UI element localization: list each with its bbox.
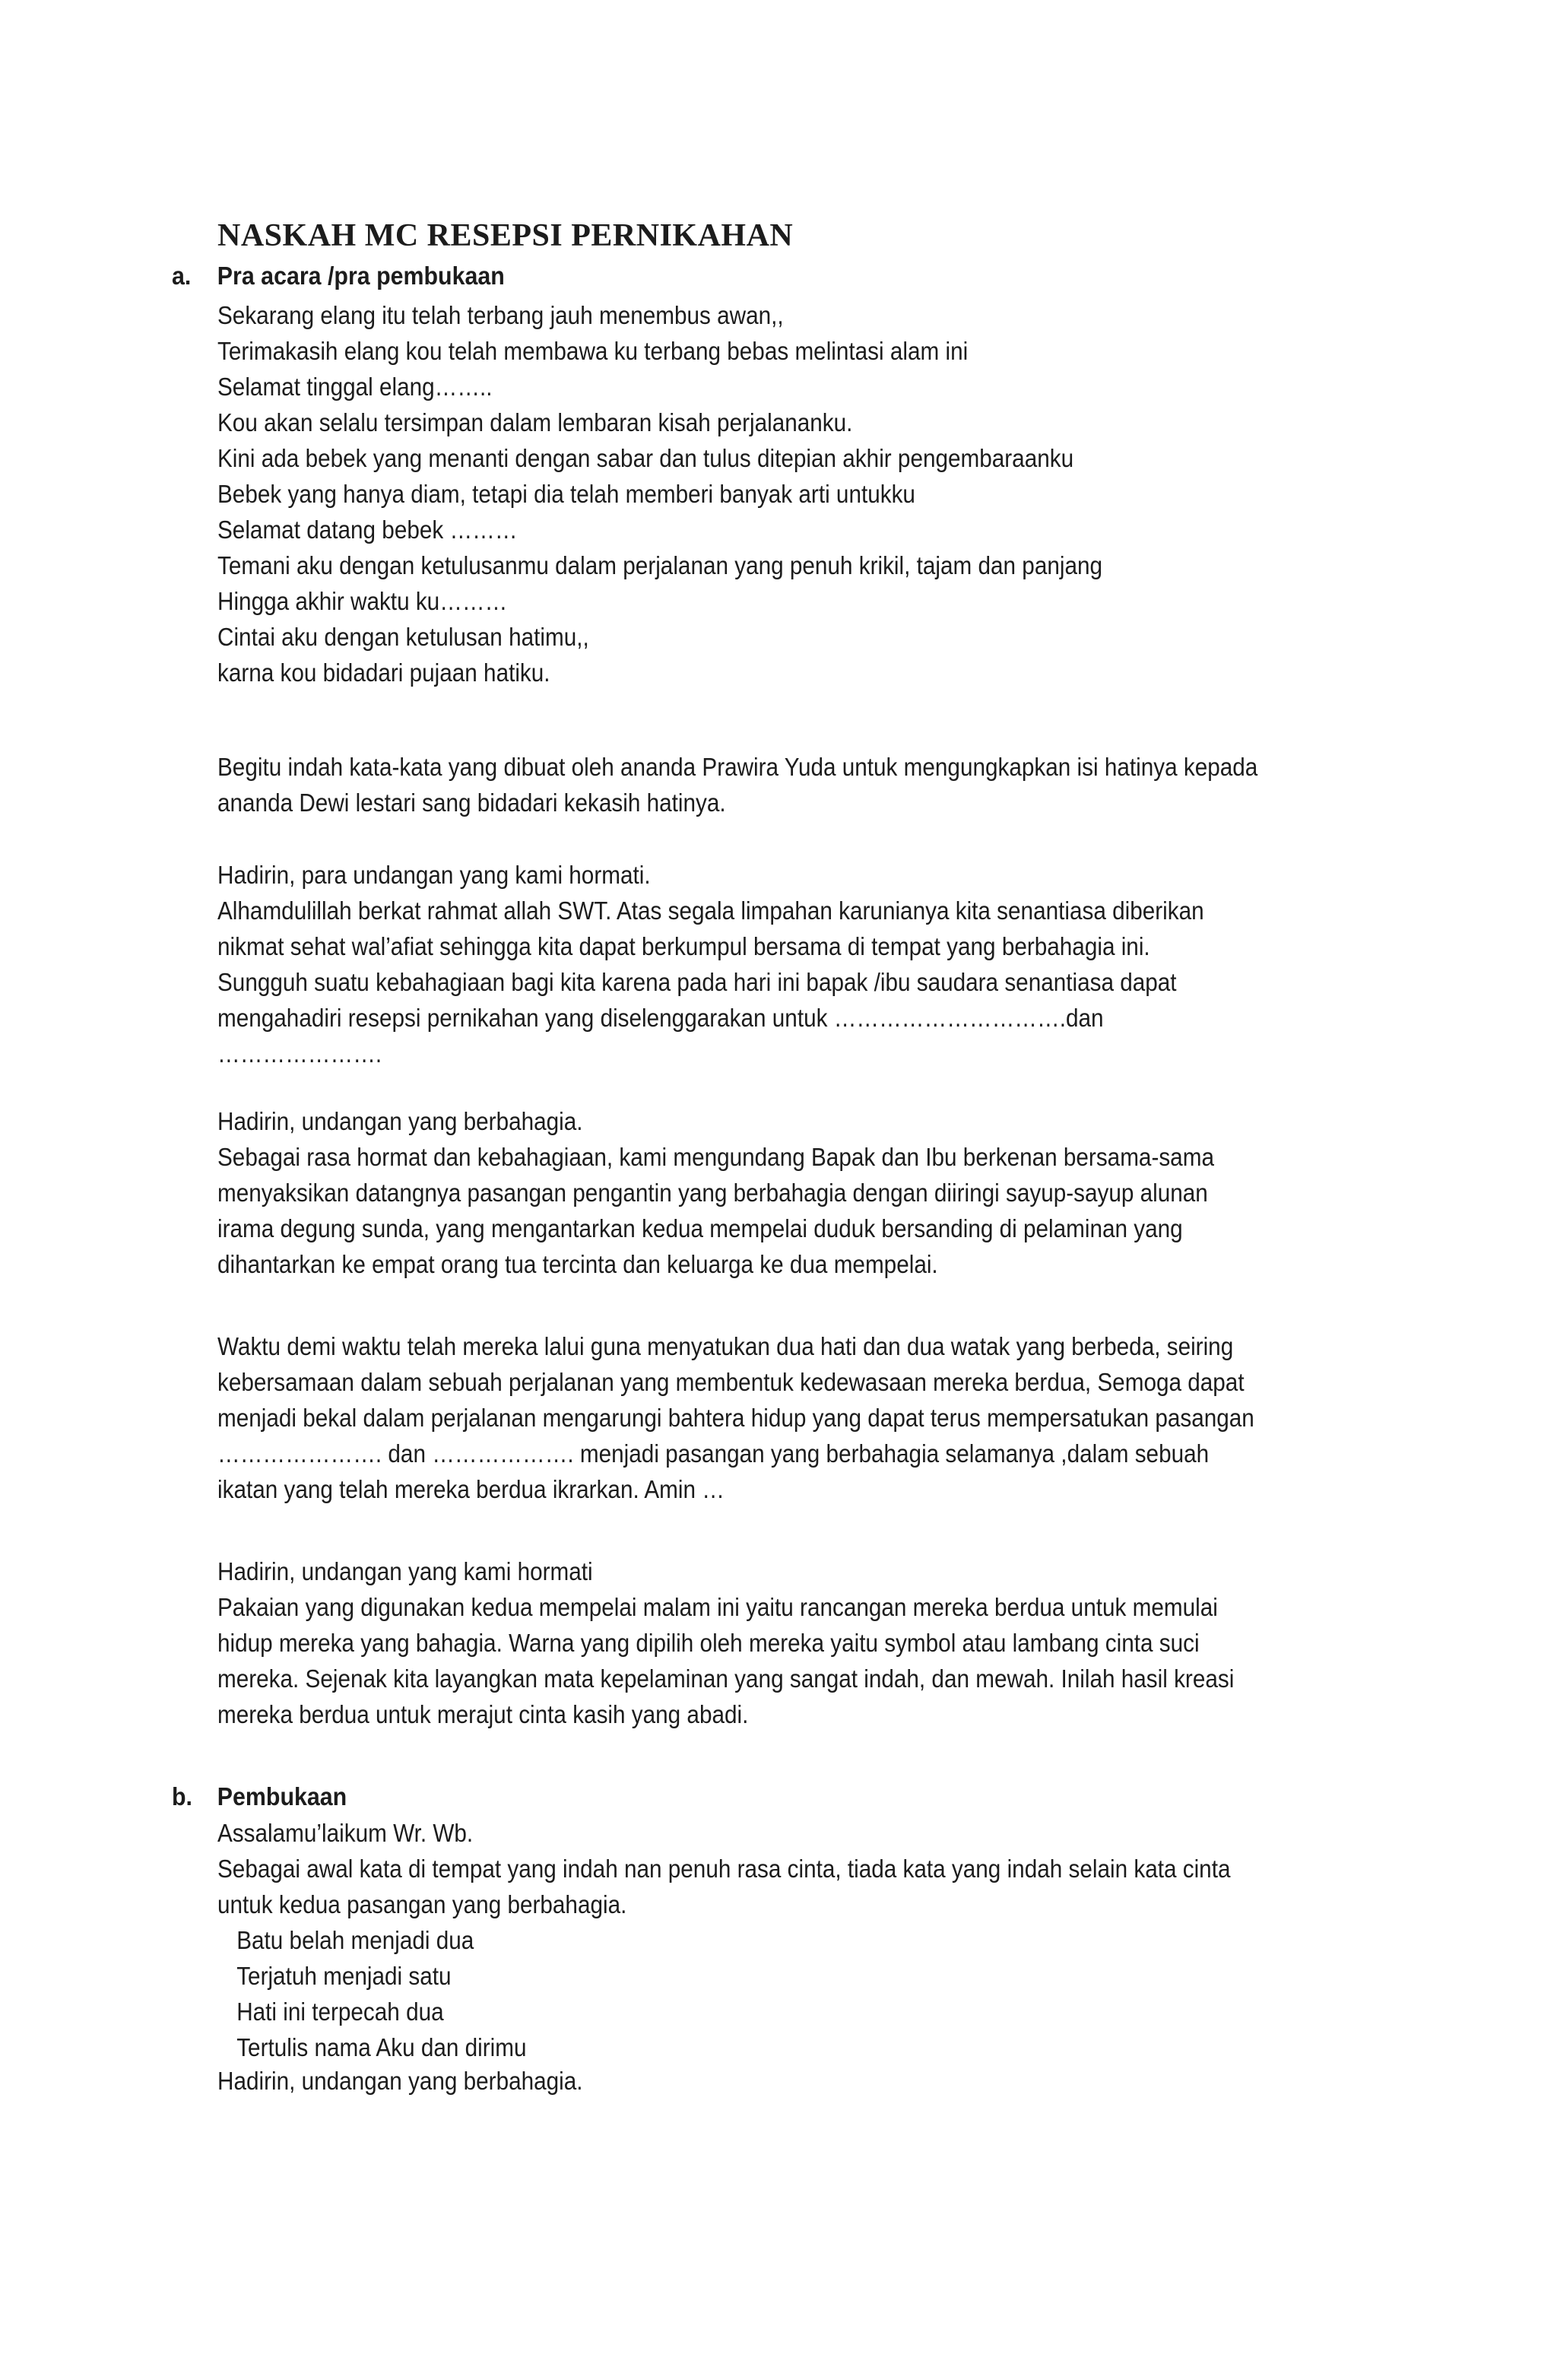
paragraph-line: …………………. dan ………………. menjadi pasangan yang berbahagia selamanya ,dalam sebuah <box>217 1439 1210 1468</box>
paragraph-line: ananda Dewi lestari sang bidadari kekasih hatinya. <box>217 789 726 817</box>
paragraph-line: Hadirin, undangan yang berbahagia. <box>217 1107 583 1135</box>
paragraph-line: Begitu indah kata-kata yang dibuat oleh ananda Prawira Yuda untuk mengungkapkan isi hatinya kepada <box>217 753 1258 781</box>
paragraph-line: Selamat datang bebek ……… <box>217 516 518 544</box>
paragraph-line: hidup mereka yang bahagia. Warna yang dipilih oleh mereka yaitu symbol atau lambang cinta suci <box>217 1629 1200 1657</box>
paragraph-line: mereka berdua untuk merajut cinta kasih yang abadi. <box>217 1700 749 1728</box>
paragraph-line: Hingga akhir waktu ku……… <box>217 587 508 615</box>
paragraph-line: Pakaian yang digunakan kedua mempelai malam ini yaitu rancangan mereka berdua untuk memulai <box>217 1593 1218 1621</box>
paragraph-line: …………………. <box>217 1039 382 1068</box>
paragraph-line: Hadirin, para undangan yang kami hormati. <box>217 861 651 889</box>
section-a-title: Pra acara /pra pembukaan <box>217 262 505 290</box>
paragraph-line: ikatan yang telah mereka berdua ikrarkan. Amin … <box>217 1475 725 1503</box>
section-a-paragraph-2 <box>217 750 1557 821</box>
paragraph-line: Hadirin, undangan yang kami hormati <box>217 1557 593 1585</box>
poem-line: Tertulis nama Aku dan dirimu <box>236 2033 527 2061</box>
paragraph-line: Sungguh suatu kebahagiaan bagi kita karena pada hari ini bapak /ibu saudara senantiasa dapat <box>217 968 1177 996</box>
paragraph-line: Kou akan selalu tersimpan dalam lembaran kisah perjalananku. <box>217 408 853 436</box>
paragraph-line: menjadi bekal dalam perjalanan mengarungi bahtera hidup yang dapat terus mempersatukan pasangan <box>217 1404 1254 1432</box>
section-b-paragraph-1 <box>217 1816 1557 1923</box>
paragraph-line: Selamat tinggal elang…….. <box>217 373 493 401</box>
paragraph-line: Hadirin, undangan yang berbahagia. <box>217 2067 583 2095</box>
paragraph-line: irama degung sunda, yang mengantarkan kedua mempelai duduk bersanding di pelaminan yang <box>217 1214 1183 1242</box>
paragraph-line: Terimakasih elang kou telah membawa ku terbang bebas melintasi alam ini <box>217 337 969 365</box>
paragraph-line: Waktu demi waktu telah mereka lalui guna menyatukan dua hati dan dua watak yang berbeda, seiring <box>217 1332 1234 1360</box>
poem-line: Terjatuh menjadi satu <box>236 1962 452 1990</box>
section-a-paragraph-4 <box>217 1104 1557 1283</box>
paragraph-line: untuk kedua pasangan yang berbahagia. <box>217 1890 627 1918</box>
poem-line: Batu belah menjadi dua <box>236 1926 474 1954</box>
paragraph-line: Alhamdulillah berkat rahmat allah SWT. Atas segala limpahan karunianya kita senantiasa diberikan <box>217 896 1204 925</box>
paragraph-line: Assalamu’laikum Wr. Wb. <box>217 1819 474 1847</box>
section-b-paragraph-2 <box>217 2064 1557 2099</box>
paragraph-line: Kini ada bebek yang menanti dengan sabar dan tulus ditepian akhir pengembaraanku <box>217 444 1074 472</box>
section-b-title: Pembukaan <box>217 1782 347 1810</box>
paragraph-line: nikmat sehat wal’afiat sehingga kita dapat berkumpul bersama di tempat yang berbahagia ini. <box>217 932 1150 960</box>
paragraph-line: mereka. Sejenak kita layangkan mata kepelaminan yang sangat indah, dan mewah. Inilah hasil kreasi <box>217 1664 1235 1693</box>
paragraph-line: Sebagai rasa hormat dan kebahagiaan, kami mengundang Bapak dan Ibu berkenan bersama-sama <box>217 1143 1214 1171</box>
paragraph-line: kebersamaan dalam sebuah perjalanan yang membentuk kedewasaan mereka berdua, Semoga dapat <box>217 1368 1245 1396</box>
document-title: NASKAH MC RESEPSI PERNIKAHAN <box>217 218 794 253</box>
section-a-marker: a. <box>172 262 192 290</box>
paragraph-line: Cintai aku dengan ketulusan hatimu,, <box>217 623 589 651</box>
section-a-paragraph-3 <box>217 858 1557 1072</box>
paragraph-line: mengahadiri resepsi pernikahan yang diselenggarakan untuk ………………………….dan <box>217 1004 1104 1032</box>
poem-line: Hati ini terpecah dua <box>236 1998 444 2026</box>
section-a-poem <box>217 298 1557 691</box>
paragraph-line: dihantarkan ke empat orang tua tercinta dan keluarga ke dua mempelai. <box>217 1250 938 1278</box>
paragraph-line: Sekarang elang itu telah terbang jauh menembus awan,, <box>217 301 784 329</box>
section-a-paragraph-5 <box>217 1329 1557 1508</box>
section-a-paragraph-6 <box>217 1554 1557 1733</box>
paragraph-line: Temani aku dengan ketulusanmu dalam perjalanan yang penuh krikil, tajam dan panjang <box>217 551 1103 579</box>
section-b-poem <box>217 1923 1557 2066</box>
paragraph-line: menyaksikan datangnya pasangan pengantin yang berbahagia dengan diiringi sayup-sayup alunan <box>217 1179 1208 1207</box>
section-b-marker: b. <box>172 1782 192 1810</box>
paragraph-line: Sebagai awal kata di tempat yang indah nan penuh rasa cinta, tiada kata yang indah selain kata cinta <box>217 1855 1231 1883</box>
paragraph-line: karna kou bidadari pujaan hatiku. <box>217 658 550 687</box>
paragraph-line: Bebek yang hanya diam, tetapi dia telah memberi banyak arti untukku <box>217 480 915 508</box>
